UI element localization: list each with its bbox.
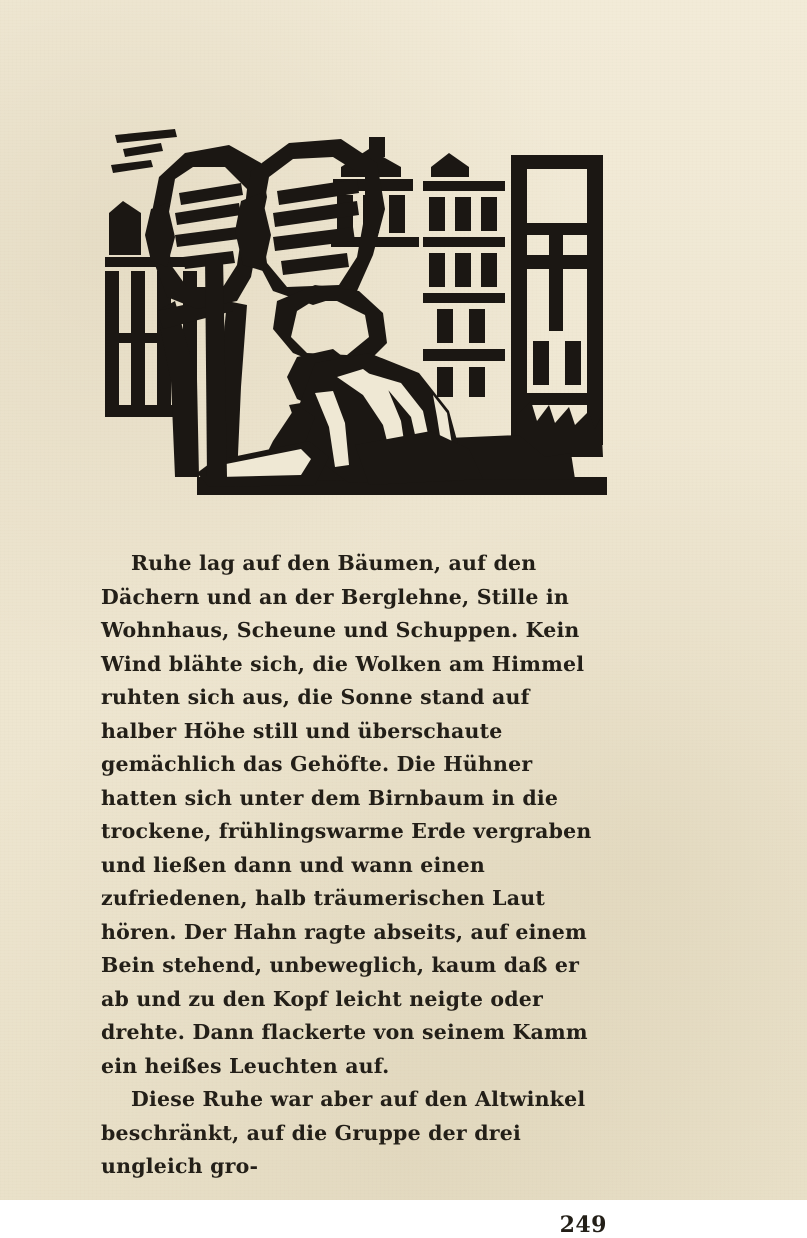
paragraph-1: Ruhe lag auf den Bäumen, auf den Dächern und an der Berglehne, Stille in Wohnhaus, Scheune und Schuppen. Kein Wind blähte sich, die Wolken am Himmel ruhten sich aus, die Sonne stand auf halber Höhe still und überschaute gemächlich das Gehöfte. Die Hühner hatten sich unter dem Birnbaum in die trockene, frühlingswarme Erde vergraben und ließen dann und wann einen zufriedenen, halb träumerischen Laut hören. Der Hahn ragte abseits, auf einem Bein stehend, unbeweglich, kaum daß er ab und zu den Kopf leicht neigte oder drehte. Dann flackerte von seinem Kamm ein heißes Leuchten auf.: [101, 551, 592, 1078]
page-content: [101, 105, 607, 1238]
body-text: [101, 547, 607, 1184]
paragraph-2: Diese Ruhe war aber auf den Altwinkel beschränkt, auf die Gruppe der drei ungleich gro-: [101, 1087, 586, 1178]
woodcut-illustration: [101, 105, 607, 495]
page-number: 249: [559, 1211, 607, 1238]
